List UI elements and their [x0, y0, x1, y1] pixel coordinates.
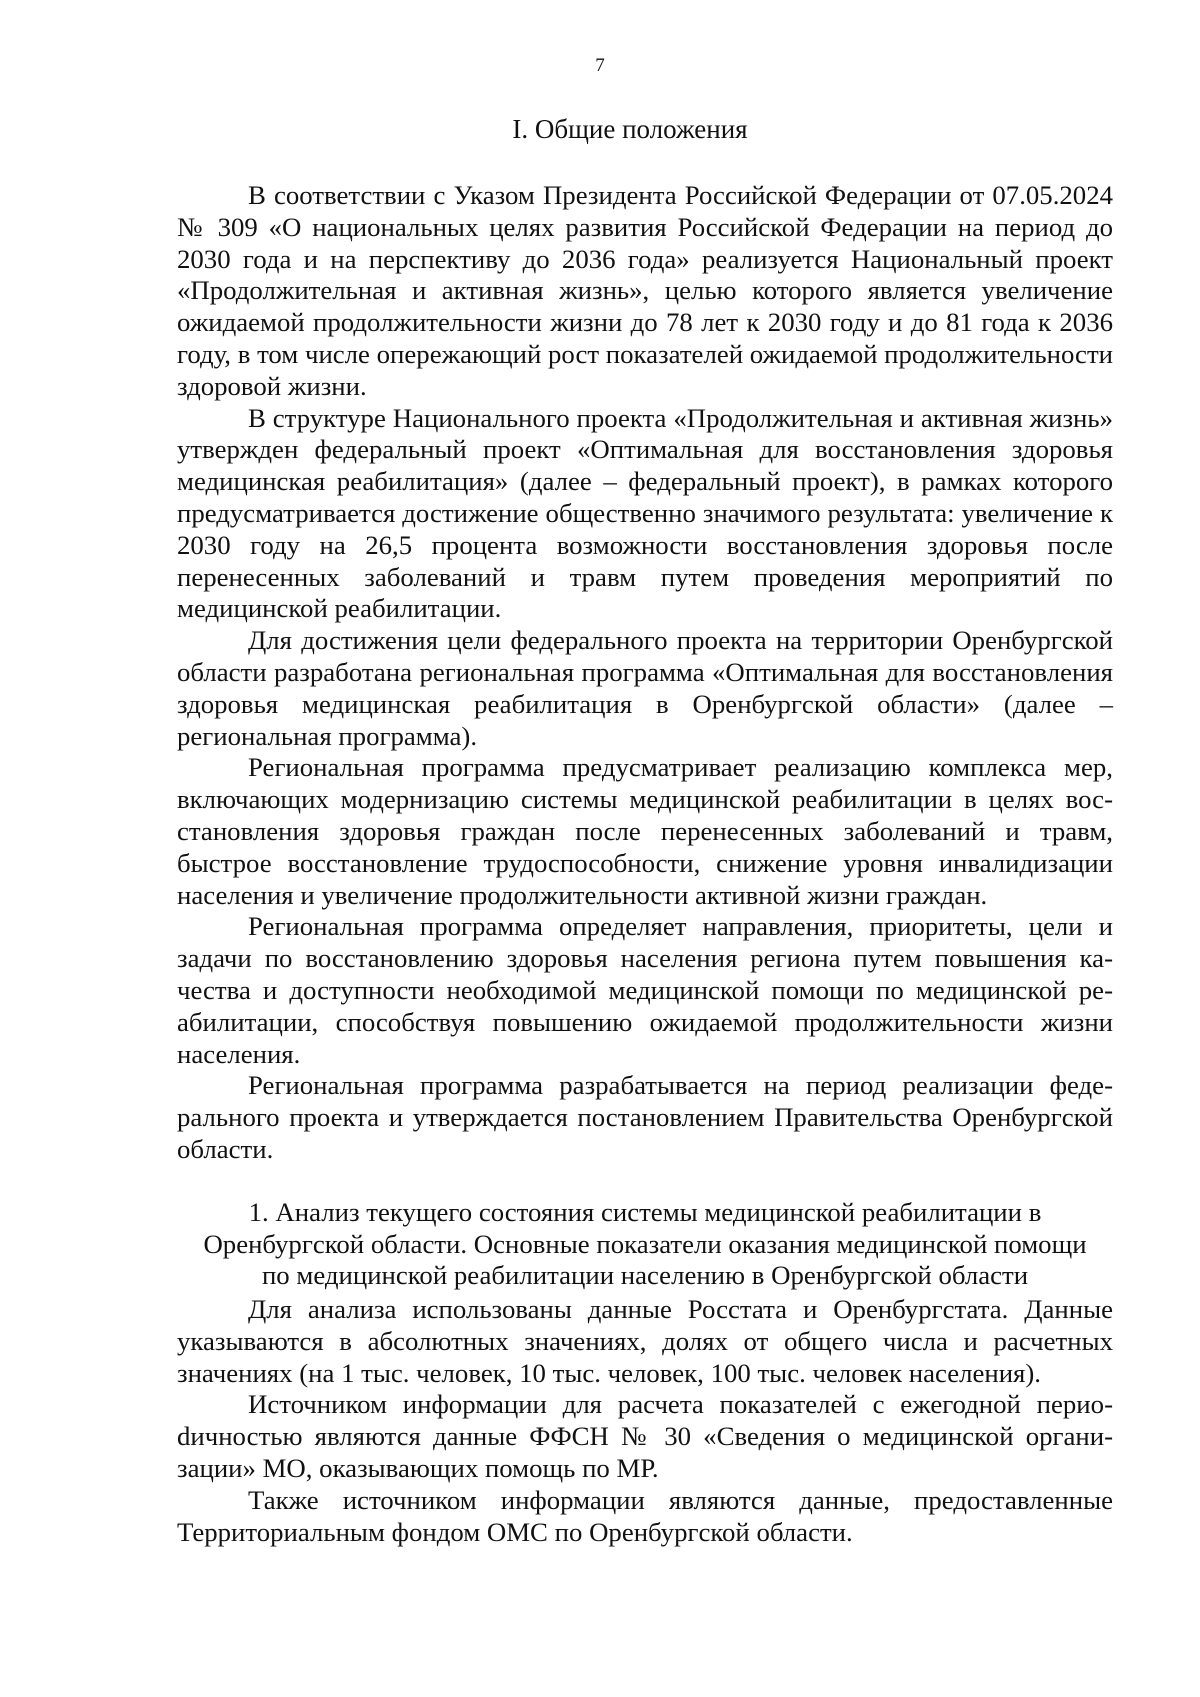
- section-title: I. Общие положения: [512, 114, 748, 144]
- paragraph: Для анализа использованы данные Росстата и Оренбургстата. Данные указываются в абсолютных значениях, долях от общего числа и расчетных значениях (на 1 тыс. человек, 10 тыс. человек, 100 тыс. человек населения).: [177, 1294, 1113, 1388]
- paragraph: Региональная программа разрабатывается на период реализации федерального проекта и утверждается постановлением Правительства Оренбургской области.: [177, 1070, 1113, 1164]
- paragraph: Региональная программа определяет направления, приоритеты, цели и задачи по восстановлению здоровья населения региона путем повышения качества и доступности необходимой медицинской помощи по медицинской реабилитации, способствуя повышению ожидаемой продолжительности жизни населения.: [177, 911, 1113, 1069]
- general-provisions-text: [177, 180, 1113, 1548]
- page-number: 7: [595, 55, 605, 76]
- subsection-title-line: по медицинской реабилитации населению в Оренбургской области: [261, 1260, 1029, 1291]
- paragraph: Также источником информации являются данные, предоставленные Территориальным фондом ОМС по Оренбургской области.: [177, 1484, 1113, 1547]
- paragraph: Источником информации для расчета показателей с ежегодной периоdичностью являются данные ФФСН № 30 «Сведения о медицинской организации» МО, оказывающих помощь по МР.: [177, 1389, 1113, 1484]
- paragraph: Региональная программа предусматривает реализацию комплекса мер, включающих модернизацию системы медицинской реабилитации в целях восстановления здоровья граждан после перенесенных заболеваний и травм, быстрое восстановление трудоспособности, снижение уровня инвалидизации населения и увеличение продолжительности активной жизни граждан.: [177, 752, 1113, 910]
- subsection-title-line: 1. Анализ текущего состояния системы медицинской реабилитации в: [248, 1196, 1042, 1227]
- subsection-title: [177, 1197, 1113, 1292]
- paragraph: Для достижения цели федерального проекта на территории Оренбургской области разработана региональная программа «Оптимальная для восстановления здоровья медицинская реабилитация в Оренбургской области» (далее – региональная программа).: [177, 625, 1113, 751]
- subsection-title-line: Оренбургской области. Основные показатели оказания медицинской помощи: [203, 1228, 1087, 1259]
- paragraph: В соответствии с Указом Президента Российской Федерации от 07.05.2024 № 309 «О национальных целях развития Российской Федерации на период до 2030 года и на перспективу до 2036 года» реализуется Национальный проект «Продолжительная и активная жизнь», целью которого является увеличение ожидаемой продолжительности жизни до 78 лет к 2030 году и до 81 года к 2036 году, в том числе опережающий рост показателей ожидаемой продолжительности здоровой жизни.: [177, 180, 1113, 401]
- paragraph: В структуре Национального проекта «Продолжительная и активная жизнь» утвержден федеральный проект «Оптимальная для восстановления здоровья медицинская реабилитация» (далее – федеральный проект), в рамках которого предусматривается достижение общественно значимого результата: увеличение к 2030 году на 26,5 процента возможности восстановления здоровья после перенесенных заболеваний и травм путем проведения мероприятий по медицинской реабилитации.: [177, 402, 1113, 624]
